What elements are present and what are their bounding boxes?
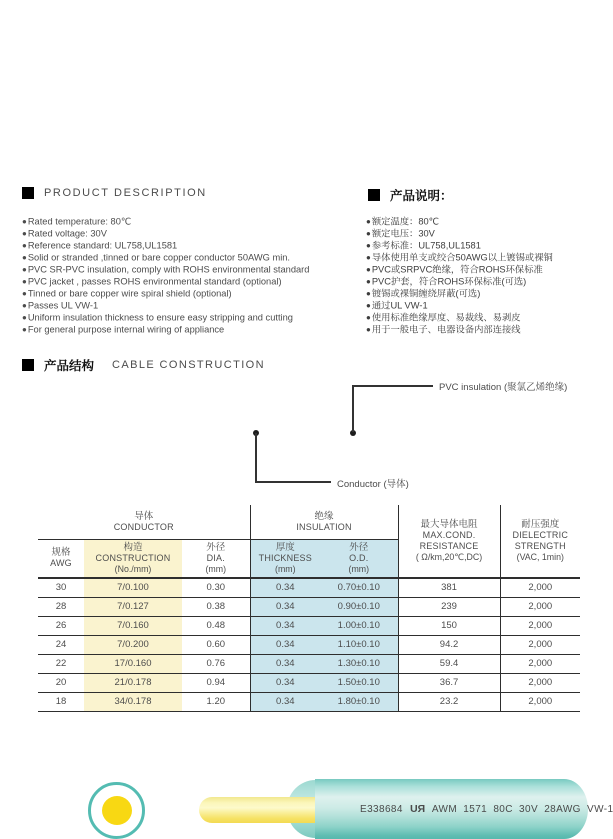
product-description-header [22,187,207,199]
list-item: ●For general purpose internal wiring of appliance [22,324,225,335]
list-item: ●导体使用单支或绞合50AWG以上镀锡或裸铜 [366,252,553,263]
bullet-icon: ● [366,325,371,335]
list-item: ●Rated voltage: 30V [22,228,107,239]
construction-title-en: CABLE CONSTRUCTION [112,359,265,371]
leader-line [255,433,257,482]
leader-line [352,385,354,432]
table-row: 22 17/0.160 0.76 0.34 1.30±0.10 59.4 2,000 [38,654,580,673]
conductor-rod [199,797,317,823]
table-row: 18 34/0.178 1.20 0.34 1.80±0.10 23.2 2,000 [38,692,580,711]
list-item: ●PVC jacket , passes ROHS environmental standard (optional) [22,276,282,287]
bullet-icon: ● [366,217,371,226]
section-square-icon [22,187,34,199]
spec-table [38,505,580,712]
leader-line [255,481,331,483]
bullet-icon: ● [366,241,371,251]
list-item: ●Rated temperature: 80℃ [22,216,132,227]
bullet-icon: ● [366,253,371,263]
bullet-icon: ● [22,229,27,239]
group-header-insulation: 绝缘 INSULATION [250,505,398,539]
list-item: ●额定温度：80℃ [366,216,440,227]
col-header-thickness: 厚度 THICKNESS (mm) [250,539,320,578]
table-row: 20 21/0.178 0.94 0.34 1.50±0.10 36.7 2,000 [38,673,580,692]
conductor-label: Conductor (导体) [337,479,409,490]
list-item: ●镀锡或裸铜缠绕屏蔽(可选) [366,288,481,299]
col-header-dia: 外径 DIA. (mm) [182,539,250,578]
bullet-icon: ● [22,217,27,226]
table-row: 28 7/0.127 0.38 0.34 0.90±0.10 239 2,000 [38,597,580,616]
description-list-cn [366,216,553,336]
list-item: ●使用标准绝缘厚度、易裁线、易剥皮 [366,312,521,323]
col-header-construction: 构造 CONSTRUCTION (No./mm) [84,539,182,578]
bullet-icon: ● [22,325,27,335]
bullet-icon: ● [366,229,371,239]
table-row: 26 7/0.160 0.48 0.34 1.00±0.10 150 2,000 [38,616,580,635]
product-description-title: PRODUCT DESCRIPTION [44,187,207,199]
list-item: ●参考标准：UL758,UL1581 [366,240,481,251]
list-item: ●Passes UL VW-1 [22,300,99,311]
list-item: ●额定电压：30V [366,228,435,239]
insulation-label: PVC insulation (聚氯乙烯绝缘) [439,382,568,393]
bullet-icon: ● [22,301,27,311]
list-item: ●PVC护套，符合ROHS环保标准(可选) [366,276,527,287]
description-list-en [22,216,309,336]
bullet-icon: ● [366,265,371,275]
product-description-cn-title: 产品说明： [390,189,453,203]
construction-title-cn: 产品结构 [44,359,95,373]
list-item: ●PVC SR-PVC insulation, comply with ROHS environmental standard [22,264,310,275]
table-row: 24 7/0.200 0.60 0.34 1.10±0.10 94.2 2,000 [38,635,580,654]
col-header-awg: 规格 AWG [38,539,84,578]
list-item: ●Tinned or bare copper wire spiral shield (optional) [22,288,232,299]
bullet-icon: ● [366,277,371,287]
list-item: ●通过UL VW-1 [366,300,428,311]
col-header-dielectric: 耐压强度 DIELECTRIC STRENGTH (VAC, 1min) [500,505,580,578]
section-square-icon [22,359,34,371]
bullet-icon: ● [366,301,371,311]
col-header-resistance: 最大导体电阻 MAX.COND. RESISTANCE ( Ω/km,20℃,DC) [398,505,500,578]
list-item: ●Reference standard: UL758,UL1581 [22,240,178,251]
ul-recognized-mark-icon: RU [410,803,426,815]
table-row: 30 7/0.100 0.30 0.34 0.70±0.10 381 2,000 [38,578,580,597]
group-header-conductor: 导体 CONDUCTOR [38,505,250,539]
bullet-icon: ● [366,313,371,323]
leader-line [352,385,433,387]
bullet-icon: ● [22,313,27,323]
list-item: ●Solid or stranded ,tinned or bare copper conductor 50AWG min. [22,252,291,263]
list-item: ●用于一般电子、电器设备内部连接线 [366,324,521,335]
spec-table-wrap [38,505,580,712]
bullet-icon: ● [22,265,27,275]
list-item: ●Uniform insulation thickness to ensure easy stripping and cutting [22,312,293,323]
col-header-od: 外径 O.D. (mm) [320,539,398,578]
bullet-icon: ● [22,277,27,287]
cable-construction-header [22,356,265,374]
bullet-icon: ● [22,253,27,263]
bullet-icon: ● [366,289,371,299]
list-item: ●PVC或SRPVC绝缘，符合ROHS环保标准 [366,264,543,275]
product-description-cn-header [368,186,453,204]
bullet-icon: ● [22,289,27,299]
section-square-icon [368,189,380,201]
cable-cross-section-conductor [102,796,132,825]
cable-print-text: E338684 RU AWM 1571 80C 30V 28AWG VW-1 [360,803,613,815]
bullet-icon: ● [22,241,27,251]
